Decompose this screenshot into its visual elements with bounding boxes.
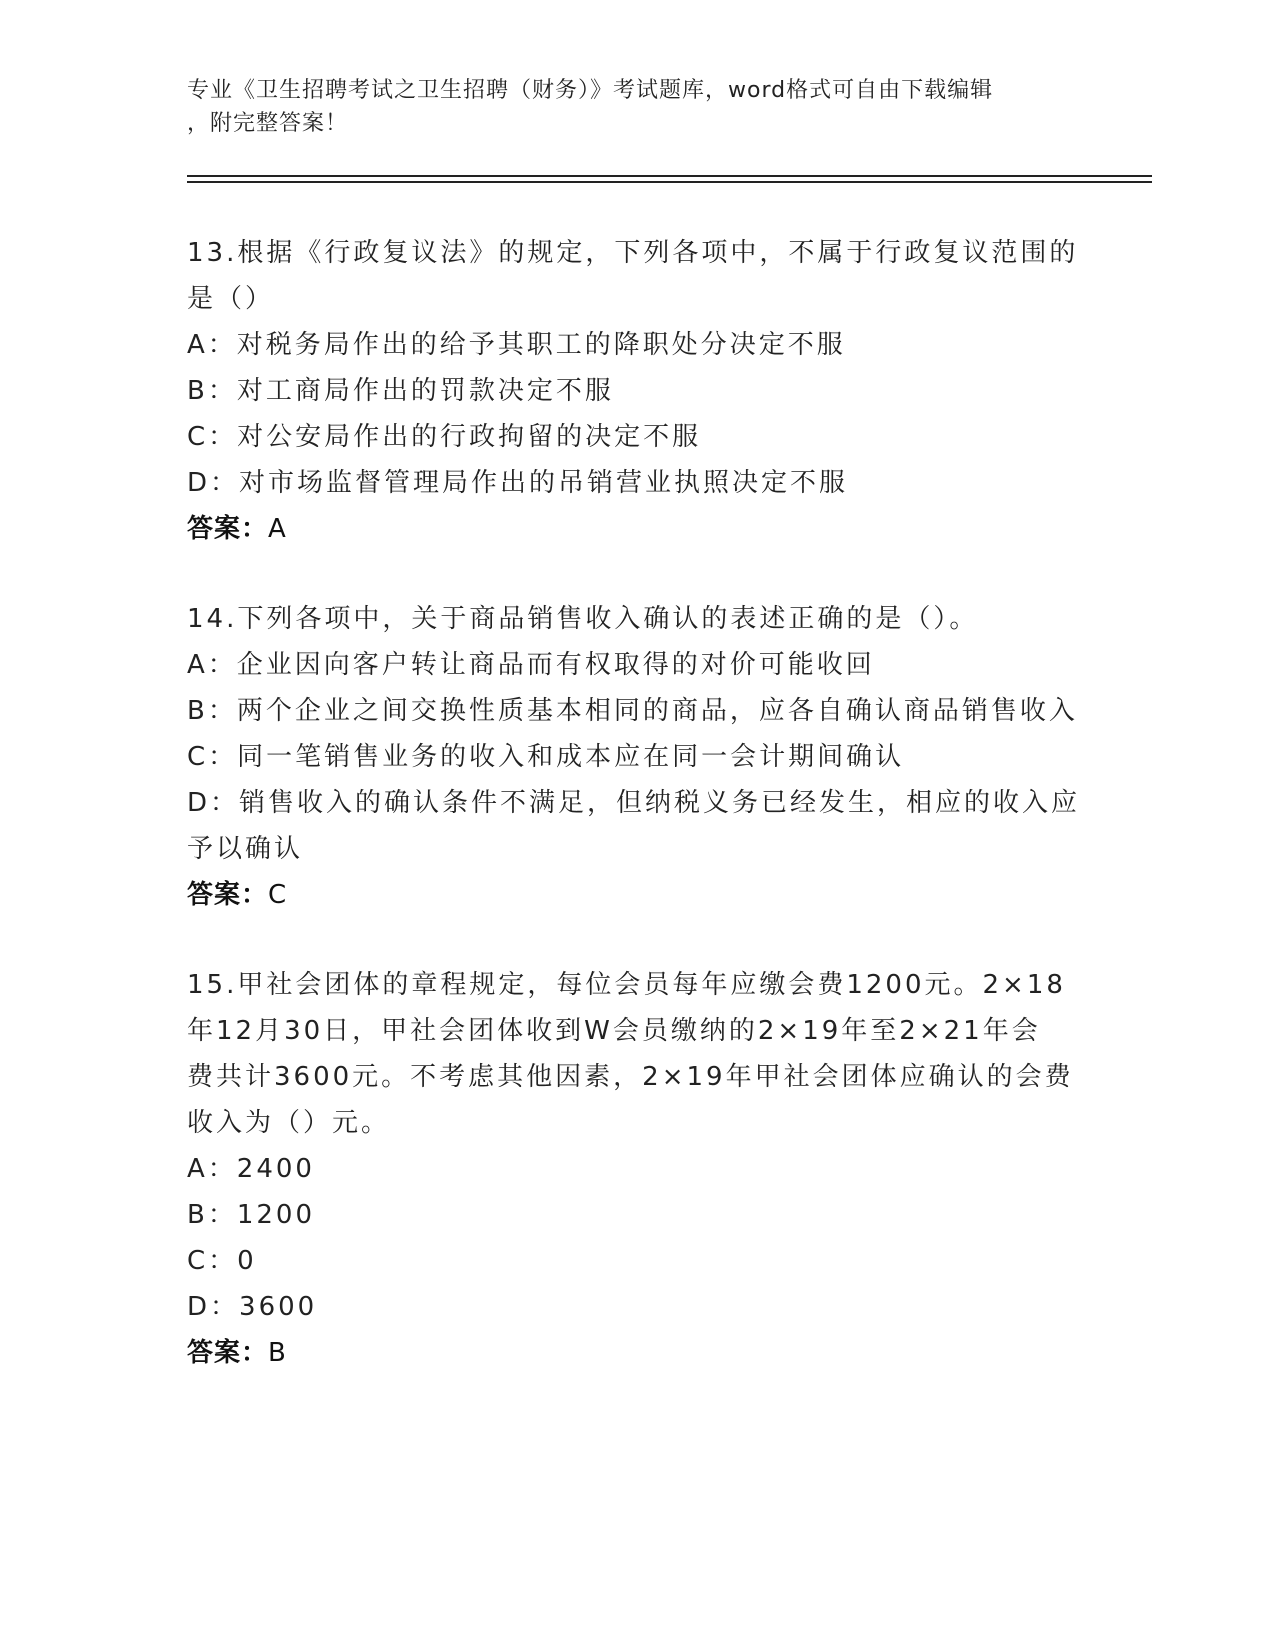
answer-label: 答案：: [187, 514, 269, 544]
answer: [187, 872, 1087, 918]
option-a: A：企业因向客户转让商品而有权取得的对价可能收回: [187, 650, 875, 680]
option-c: C：0: [187, 1246, 257, 1276]
option-d: D：3600: [187, 1292, 318, 1322]
question-stem-line: 是（）: [187, 284, 275, 314]
question-stem-line: 13.根据《行政复议法》的规定，下列各项中，不属于行政复议范围的: [187, 238, 1079, 268]
question-stem-line: 收入为（）元。: [187, 1108, 391, 1138]
answer: [187, 506, 1087, 552]
question-14: [187, 596, 1087, 918]
option-a: A：2400: [187, 1154, 315, 1184]
answer-value: A: [268, 514, 287, 544]
header-divider-bottom: [187, 181, 1152, 183]
answer-label: 答案：: [187, 1338, 269, 1368]
header-line-2: ，附完整答案！: [187, 111, 349, 136]
document-header: [187, 74, 1077, 140]
option-c: C：同一笔销售业务的收入和成本应在同一会计期间确认: [187, 742, 905, 772]
header-divider-top: [187, 175, 1152, 177]
option-d-continued: 予以确认: [187, 834, 304, 864]
answer: [187, 1330, 1087, 1376]
option-c: C：对公安局作出的行政拘留的决定不服: [187, 422, 702, 452]
question-15: [187, 962, 1087, 1376]
answer-label: 答案：: [187, 880, 269, 910]
option-a: A：对税务局作出的给予其职工的降职处分决定不服: [187, 330, 846, 360]
question-stem-line: 费共计3600元。不考虑其他因素，2×19年甲社会团体应确认的会费: [187, 1062, 1074, 1092]
question-13: [187, 230, 1087, 552]
answer-value: C: [268, 880, 288, 910]
question-stem-line: 15.甲社会团体的章程规定，每位会员每年应缴会费1200元。2×18: [187, 970, 1066, 1000]
option-b: B：两个企业之间交换性质基本相同的商品，应各自确认商品销售收入: [187, 696, 1078, 726]
option-d: D：对市场监督管理局作出的吊销营业执照决定不服: [187, 468, 849, 498]
answer-value: B: [268, 1338, 287, 1368]
question-stem-line: 年12月30日，甲社会团体收到W会员缴纳的2×19年至2×21年会: [187, 1016, 1041, 1046]
header-line-1: 专业《卫生招聘考试之卫生招聘（财务）》考试题库，word格式可自由下载编辑: [187, 78, 994, 103]
option-d: D：销售收入的确认条件不满足，但纳税义务已经发生，相应的收入应: [187, 788, 1081, 818]
option-b: B：对工商局作出的罚款决定不服: [187, 376, 614, 406]
question-stem-line: 14.下列各项中，关于商品销售收入确认的表述正确的是（）。: [187, 604, 979, 634]
option-b: B：1200: [187, 1200, 316, 1230]
